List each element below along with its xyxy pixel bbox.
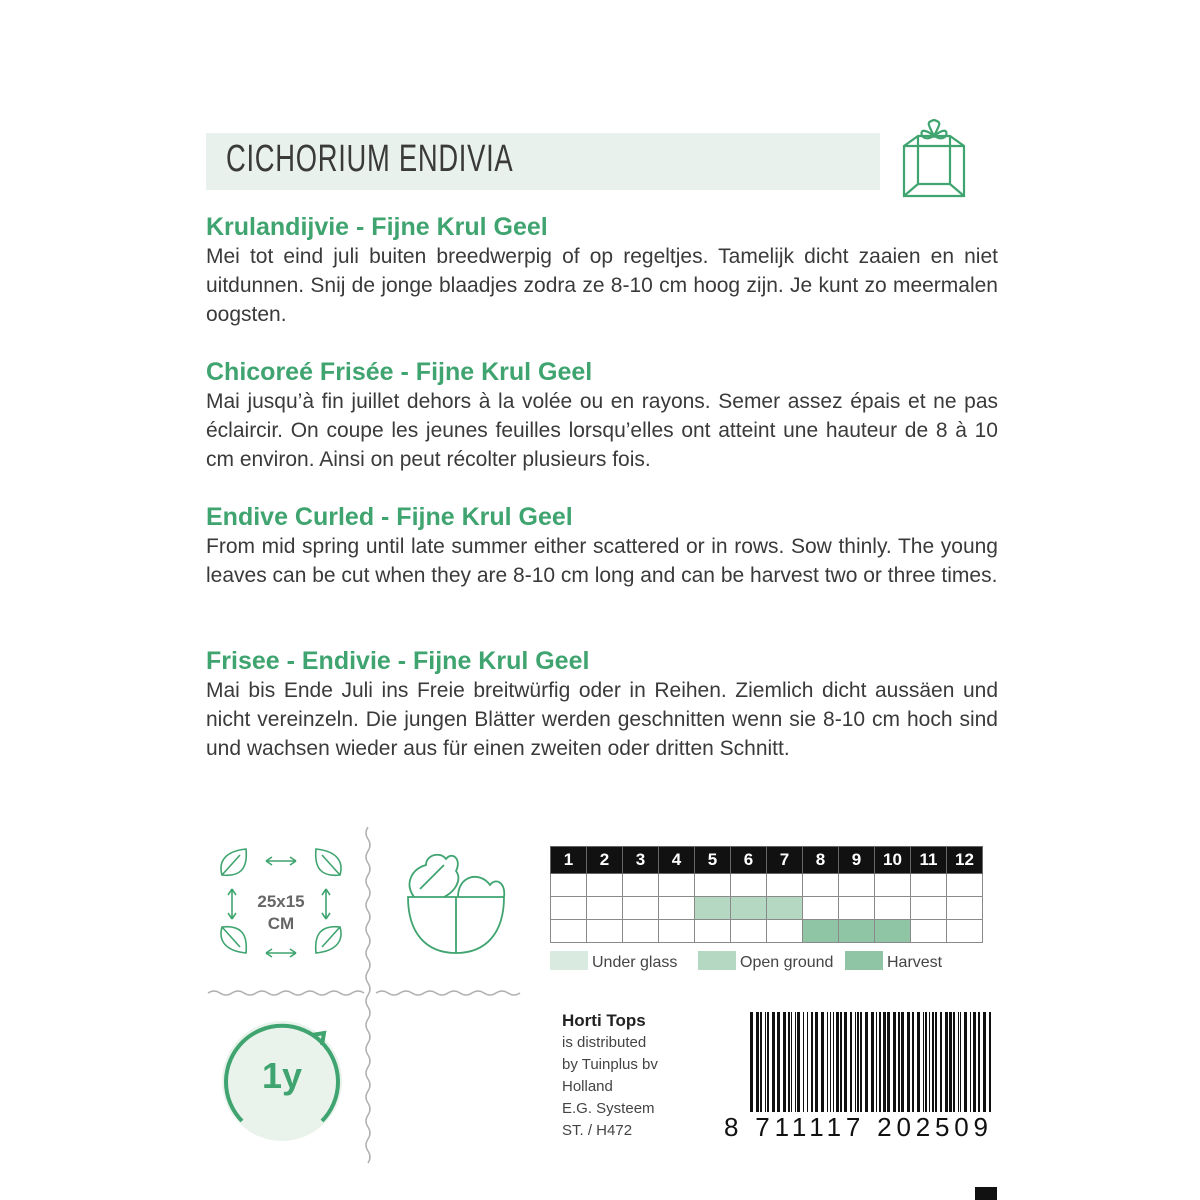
- legend-label: Open ground: [740, 954, 834, 971]
- barcode-bar: [901, 1012, 904, 1112]
- section-body: Mai jusqu’à fin juillet dehors à la volée ou en rayons. Semer assez épais et ne pas éclaircir. On coupe les jeunes feuilles lorsqu’elles ont atteint une hauteur de 8 à 10 cm environ. Ainsi on peut récolter plusieurs fois.: [206, 390, 998, 471]
- barcode-bar: [756, 1012, 759, 1112]
- calendar-cell: [587, 897, 623, 920]
- month-header: 10: [875, 847, 911, 874]
- barcode-bar: [953, 1012, 955, 1112]
- print-mark: [975, 1187, 997, 1200]
- greenhouse-icon: [898, 118, 970, 200]
- barcode-bar: [940, 1012, 942, 1112]
- distributor-line: by Tuinplus bv: [562, 1056, 658, 1073]
- calendar-cell: [695, 920, 731, 943]
- distributor-info: [562, 1010, 658, 1142]
- spacing-value: 25x15: [257, 892, 305, 911]
- month-header: 7: [767, 847, 803, 874]
- barcode-bar: [912, 1012, 914, 1112]
- section-title: Frisee - Endivie - Fijne Krul Geel: [206, 647, 590, 675]
- spacing-label: [248, 891, 314, 935]
- barcode-bar: [879, 1012, 881, 1112]
- barcode-bar: [844, 1012, 847, 1112]
- barcode-bar: [836, 1012, 839, 1112]
- calendar-cell: [587, 874, 623, 897]
- month-header: 9: [839, 847, 875, 874]
- barcode-bar: [821, 1012, 824, 1112]
- barcode-bar: [898, 1012, 900, 1112]
- calendar-row-open-ground: [551, 897, 983, 920]
- barcode-bar: [960, 1012, 961, 1112]
- barcode-bar: [923, 1012, 924, 1112]
- calendar-cell: [551, 897, 587, 920]
- calendar-row-under-glass: [551, 874, 983, 897]
- barcode-bar: [750, 1012, 753, 1112]
- barcode-bar: [850, 1012, 852, 1112]
- barcode-bar: [795, 1012, 796, 1112]
- barcode-bar: [893, 1012, 896, 1112]
- legend-label: Under glass: [592, 954, 678, 971]
- month-header: 3: [623, 847, 659, 874]
- barcode-bar: [989, 1012, 991, 1112]
- section-title: Endive Curled - Fijne Krul Geel: [206, 503, 573, 531]
- distributor-line: ST. / H472: [562, 1122, 633, 1139]
- barcode-bar: [791, 1012, 792, 1112]
- barcode: [724, 1012, 994, 1140]
- legend-swatch: [845, 951, 883, 970]
- calendar-cell: [839, 920, 875, 943]
- legend-swatch: [550, 951, 588, 970]
- calendar-cell: [875, 897, 911, 920]
- month-header: 6: [731, 847, 767, 874]
- month-header: 4: [659, 847, 695, 874]
- section-english: [206, 502, 998, 590]
- calendar-row-harvest: [551, 920, 983, 943]
- month-header: 12: [947, 847, 983, 874]
- calendar-cell: [803, 897, 839, 920]
- barcode-bar: [935, 1012, 937, 1112]
- calendar-cell: [875, 874, 911, 897]
- distributor-line: E.G. Systeem: [562, 1100, 655, 1117]
- calendar-cell: [623, 920, 659, 943]
- calendar-cell: [947, 874, 983, 897]
- barcode-bar: [765, 1012, 766, 1112]
- calendar-cell: [875, 920, 911, 943]
- barcode-bar: [857, 1012, 859, 1112]
- barcode-bar: [788, 1012, 790, 1112]
- month-header: 5: [695, 847, 731, 874]
- calendar-cell: [911, 920, 947, 943]
- barcode-bar: [830, 1012, 831, 1112]
- barcode-bar: [767, 1012, 769, 1112]
- barcode-digits: 8 711117 202509: [724, 1112, 988, 1140]
- sowing-calendar: [550, 846, 983, 943]
- calendar-cell: [803, 920, 839, 943]
- barcode-bar: [932, 1012, 934, 1112]
- calendar-cell: [839, 897, 875, 920]
- calendar-cell: [551, 874, 587, 897]
- latin-name: CICHORIUM ENDIVIA: [226, 138, 514, 180]
- barcode-bar: [807, 1012, 808, 1112]
- barcode-bar: [772, 1012, 775, 1112]
- month-header: 1: [551, 847, 587, 874]
- calendar-cell: [911, 874, 947, 897]
- barcode-bar: [797, 1012, 800, 1112]
- calendar-cell: [587, 920, 623, 943]
- barcode-bar: [865, 1012, 868, 1112]
- lifespan-label: 1y: [261, 1055, 303, 1096]
- section-german: [206, 646, 998, 763]
- calendar-cell: [947, 897, 983, 920]
- calendar-cell: [731, 920, 767, 943]
- calendar-cell: [911, 897, 947, 920]
- barcode-bar: [777, 1012, 780, 1112]
- distributor-line: Holland: [562, 1078, 613, 1095]
- barcode-bar: [803, 1012, 804, 1112]
- calendar-cell: [767, 874, 803, 897]
- barcode-bar: [840, 1012, 842, 1112]
- legend-under-glass: [550, 951, 677, 973]
- barcode-bar: [917, 1012, 920, 1112]
- calendar-cell: [839, 874, 875, 897]
- section-title: Krulandijvie - Fijne Krul Geel: [206, 213, 548, 241]
- legend-label: Harvest: [887, 954, 943, 971]
- calendar-cell: [731, 897, 767, 920]
- section-title: Chicoreé Frisée - Fijne Krul Geel: [206, 358, 593, 386]
- barcode-bar: [833, 1012, 834, 1112]
- barcode-bar: [973, 1012, 976, 1112]
- barcode-bar: [883, 1012, 886, 1112]
- calendar-cell: [947, 920, 983, 943]
- calendar-cell: [551, 920, 587, 943]
- barcode-bar: [871, 1012, 874, 1112]
- barcode-bar: [964, 1012, 967, 1112]
- barcode-bar: [983, 1012, 986, 1112]
- barcode-bar: [887, 1012, 890, 1112]
- barcode-bar: [815, 1012, 818, 1112]
- calendar-cell: [767, 897, 803, 920]
- salad-bowl-icon: [408, 855, 504, 953]
- barcode-bar: [907, 1012, 910, 1112]
- legend-swatch: [698, 951, 736, 970]
- barcode-bar: [760, 1012, 762, 1112]
- calendar-cell: [623, 874, 659, 897]
- month-header: 2: [587, 847, 623, 874]
- distributor-line: is distributed: [562, 1034, 647, 1051]
- barcode-bar: [860, 1012, 862, 1112]
- section-dutch: [206, 212, 998, 329]
- icon-panel: [200, 825, 530, 1165]
- barcode-bar: [978, 1012, 980, 1112]
- barcode-bar: [970, 1012, 971, 1112]
- section-body: Mei tot eind juli buiten breedwerpig of op regeltjes. Tamelijk dicht zaaien en niet uitdunnen. Snij de jonge blaadjes zodra ze 8-10 cm hoog zijn. Je kunt zo meermalen oogsten.: [206, 245, 998, 326]
- barcode-bar: [949, 1012, 952, 1112]
- calendar-cell: [767, 920, 803, 943]
- barcode-bar: [929, 1012, 930, 1112]
- section-body: Mai bis Ende Juli ins Freie breitwürfig oder in Reihen. Ziemlich dicht aussäen und nicht vereinzeln. Die jungen Blätter werden geschnitten wenn sie 8-10 cm hoch sind und wachsen wieder aus für einen zweiten oder dritten Schnitt.: [206, 679, 998, 760]
- calendar-cell: [695, 897, 731, 920]
- month-header: 11: [911, 847, 947, 874]
- barcode-bar: [945, 1012, 948, 1112]
- barcode-bar: [876, 1012, 877, 1112]
- calendar-cell: [659, 874, 695, 897]
- month-header: 8: [803, 847, 839, 874]
- spacing-unit: CM: [267, 914, 295, 933]
- barcode-bar: [855, 1012, 856, 1112]
- calendar-cell: [623, 897, 659, 920]
- barcode-bar: [783, 1012, 786, 1112]
- section-body: From mid spring until late summer either scattered or in rows. Sow thinly. The young leaves can be cut when they are 8-10 cm long and can be harvest two or three times.: [206, 535, 998, 587]
- calendar-cell: [695, 874, 731, 897]
- section-french: [206, 357, 998, 474]
- legend-open-ground: [698, 951, 833, 973]
- barcode-bar: [925, 1012, 927, 1112]
- barcode-bar: [958, 1012, 959, 1112]
- barcode-bar: [827, 1012, 828, 1112]
- barcode-bar: [811, 1012, 813, 1112]
- calendar-cell: [659, 897, 695, 920]
- brand-name: Horti Tops: [562, 1011, 646, 1030]
- calendar-cell: [731, 874, 767, 897]
- calendar-cell: [803, 874, 839, 897]
- calendar-cell: [659, 920, 695, 943]
- legend-harvest: [845, 951, 942, 973]
